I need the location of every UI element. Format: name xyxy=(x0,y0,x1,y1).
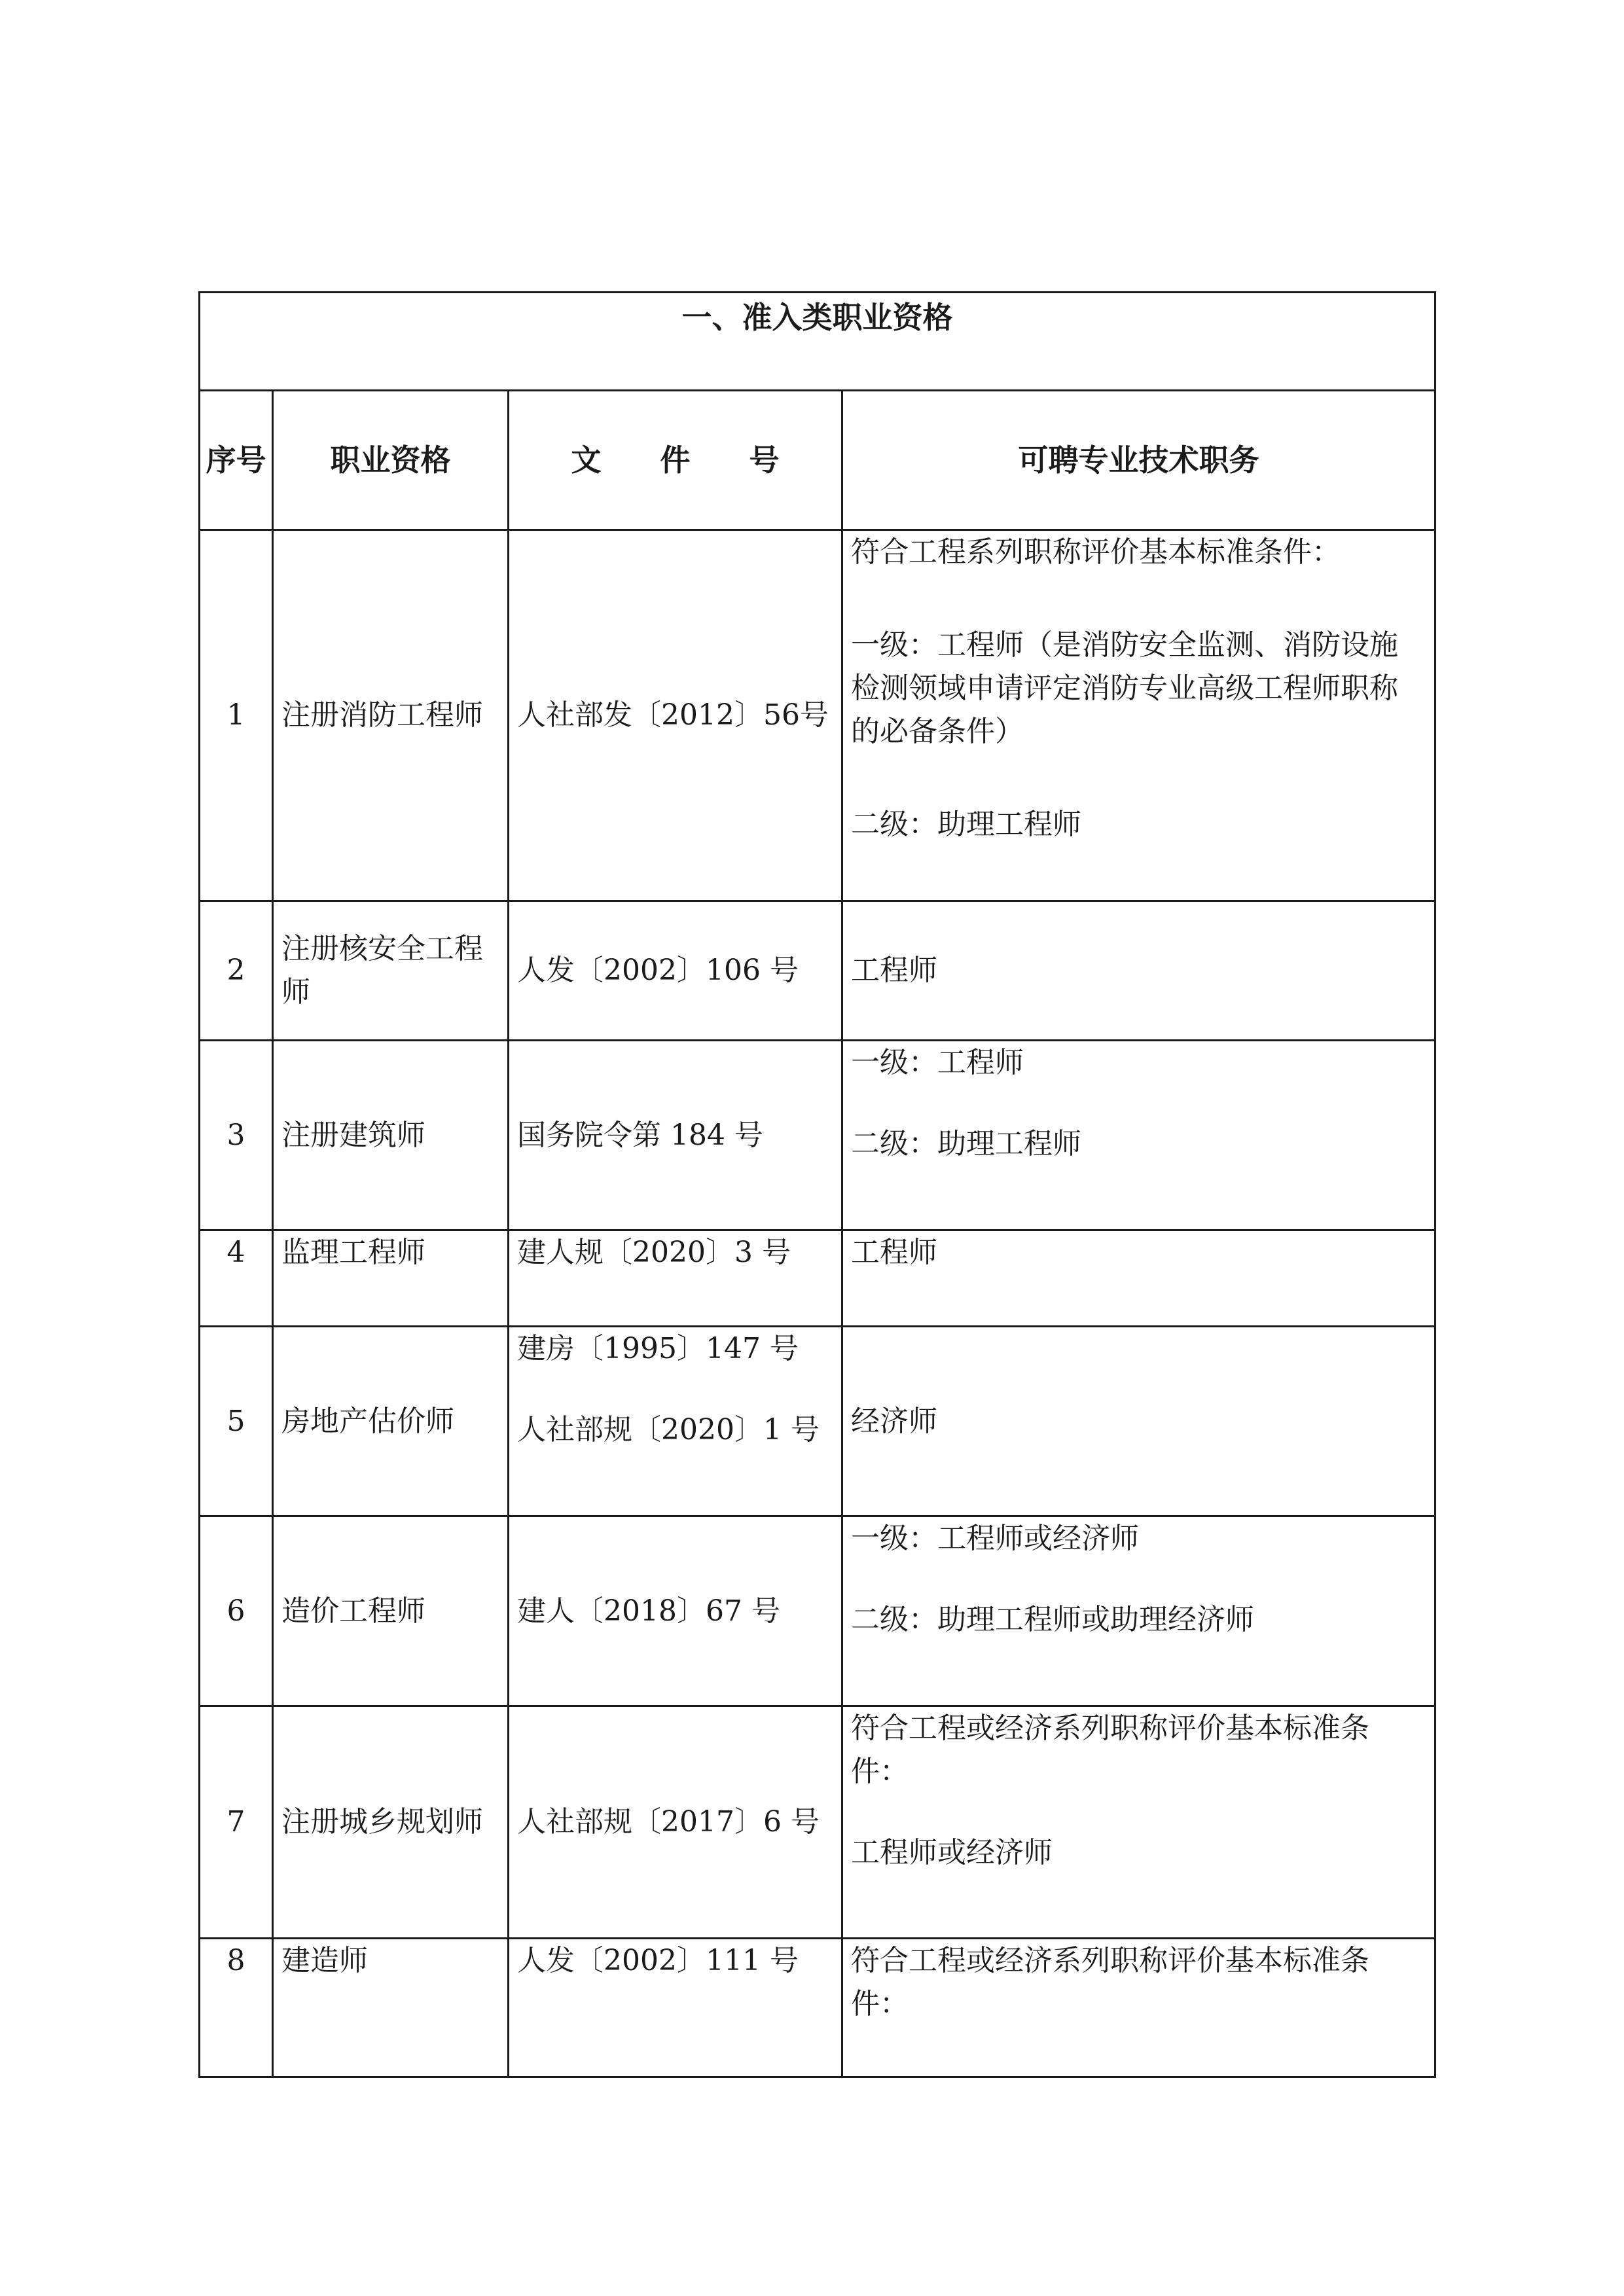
table-row xyxy=(200,1230,1435,1327)
row-document: 人社部规〔2017〕6 号 xyxy=(509,1706,842,1939)
row-positions xyxy=(842,530,1435,901)
row-positions: 工程师 xyxy=(842,901,1435,1041)
row-positions xyxy=(842,1041,1435,1230)
row-seq: 2 xyxy=(200,901,273,1041)
position-line: 符合工程或经济系列职称评价基本标准条件： xyxy=(851,1712,1369,1788)
row-document: 建人〔2018〕67 号 xyxy=(509,1516,842,1706)
header-positions: 可聘专业技术职务 xyxy=(842,391,1435,530)
row-document xyxy=(509,1327,842,1516)
row-positions: 经济师 xyxy=(842,1327,1435,1516)
row-qualification: 注册消防工程师 xyxy=(273,530,509,901)
row-qualification: 监理工程师 xyxy=(273,1230,509,1327)
table-title-row xyxy=(200,293,1435,391)
document-line: 人社部规〔2020〕1 号 xyxy=(517,1413,820,1446)
row-seq: 7 xyxy=(200,1706,273,1939)
position-line: 二级：助理工程师 xyxy=(851,808,1081,841)
header-row xyxy=(200,391,1435,530)
header-document: 文件号 xyxy=(509,391,842,530)
document-line: 建房〔1995〕147 号 xyxy=(517,1332,799,1365)
row-positions xyxy=(842,1516,1435,1706)
table-row xyxy=(200,1041,1435,1230)
row-document: 建人规〔2020〕3 号 xyxy=(509,1230,842,1327)
row-qualification: 注册建筑师 xyxy=(273,1041,509,1230)
position-line: 一级：工程师或经济师 xyxy=(851,1522,1139,1555)
row-seq: 6 xyxy=(200,1516,273,1706)
table-row xyxy=(200,1516,1435,1706)
table-row xyxy=(200,1939,1435,2077)
row-qualification: 注册核安全工程师 xyxy=(273,901,509,1041)
qualification-table xyxy=(198,291,1436,2078)
row-positions: 符合工程或经济系列职称评价基本标准条件： xyxy=(842,1939,1435,2077)
header-qualification: 职业资格 xyxy=(273,391,509,530)
header-seq: 序号 xyxy=(200,391,273,530)
row-seq: 3 xyxy=(200,1041,273,1230)
row-seq: 4 xyxy=(200,1230,273,1327)
row-document: 人发〔2002〕111 号 xyxy=(509,1939,842,2077)
table-row xyxy=(200,1706,1435,1939)
table-row xyxy=(200,901,1435,1041)
row-seq: 8 xyxy=(200,1939,273,2077)
table-row xyxy=(200,1327,1435,1516)
position-line: 一级：工程师 xyxy=(851,1046,1024,1079)
table-row xyxy=(200,530,1435,901)
position-line: 二级：助理工程师 xyxy=(851,1127,1081,1160)
row-positions xyxy=(842,1706,1435,1939)
row-document: 国务院令第 184 号 xyxy=(509,1041,842,1230)
table-title: 一、准入类职业资格 xyxy=(200,293,1435,391)
position-line: 符合工程系列职称评价基本标准条件： xyxy=(851,535,1341,569)
position-line: 二级：助理工程师或助理经济师 xyxy=(851,1603,1254,1636)
row-seq: 5 xyxy=(200,1327,273,1516)
row-document: 人发〔2002〕106 号 xyxy=(509,901,842,1041)
row-qualification: 建造师 xyxy=(273,1939,509,2077)
row-qualification: 注册城乡规划师 xyxy=(273,1706,509,1939)
row-document: 人社部发〔2012〕56号 xyxy=(509,530,842,901)
position-line: 工程师或经济师 xyxy=(851,1836,1053,1869)
row-positions: 工程师 xyxy=(842,1230,1435,1327)
position-line: 一级：工程师（是消防安全监测、消防设施检测领域申请评定消防专业高级工程师职称的必备条件） xyxy=(851,628,1398,748)
row-qualification: 造价工程师 xyxy=(273,1516,509,1706)
row-seq: 1 xyxy=(200,530,273,901)
row-qualification: 房地产估价师 xyxy=(273,1327,509,1516)
